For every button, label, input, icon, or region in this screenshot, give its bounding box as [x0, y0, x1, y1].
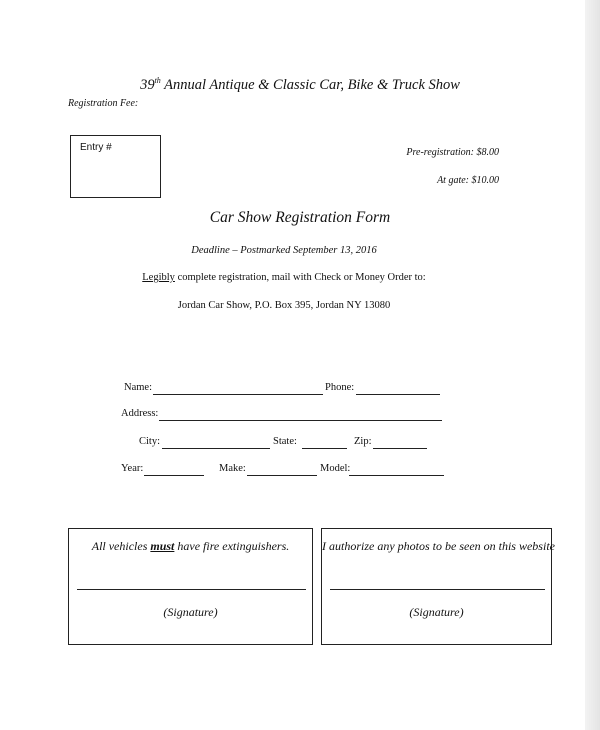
zip-field[interactable] — [373, 448, 427, 449]
fire-extinguisher-signature-line[interactable] — [77, 589, 306, 590]
state-label: State: — [273, 436, 297, 447]
fire-extinguisher-signature-box — [68, 528, 313, 645]
mailing-address: Jordan Car Show, P.O. Box 395, Jordan NY 13080 — [177, 300, 391, 311]
make-field[interactable] — [247, 475, 317, 476]
at-gate-fee: At gate: $10.00 — [437, 175, 499, 186]
address-label: Address: — [121, 408, 159, 419]
year-label: Year: — [121, 463, 144, 474]
city-label: City: — [139, 436, 161, 447]
model-label: Model: — [320, 463, 351, 474]
phone-field[interactable] — [356, 394, 440, 395]
entry-number-label: Entry # — [80, 142, 112, 153]
must-word: must — [150, 539, 175, 553]
form-title: Car Show Registration Form — [209, 209, 391, 226]
photo-authorization-signature-caption: (Signature) — [409, 605, 464, 619]
model-field[interactable] — [349, 475, 444, 476]
city-field[interactable] — [162, 448, 270, 449]
show-title: 39th Annual Antique & Classic Car, Bike & Truck Show — [140, 76, 460, 93]
address-field[interactable] — [159, 420, 442, 421]
legibly-word: Legibly — [142, 272, 175, 283]
deadline-text: Deadline – Postmarked September 13, 2016 — [191, 245, 377, 256]
zip-label: Zip: — [354, 436, 372, 447]
entry-number-box[interactable] — [70, 135, 161, 198]
mail-instructions: Legibly complete registration, mail with Check or Money Order to: — [142, 272, 426, 283]
fire-extinguisher-notice: All vehicles must have fire extinguishers. — [91, 539, 290, 553]
make-label: Make: — [219, 463, 246, 474]
name-label: Name: — [124, 382, 152, 393]
phone-label: Phone: — [325, 382, 355, 393]
pre-registration-fee: Pre-registration: $8.00 — [406, 147, 499, 158]
name-field[interactable] — [153, 394, 323, 395]
photo-authorization-signature-box — [321, 528, 555, 645]
year-field[interactable] — [144, 475, 204, 476]
state-field[interactable] — [302, 448, 347, 449]
fire-extinguisher-signature-caption: (Signature) — [163, 605, 218, 619]
photo-authorization-signature-line[interactable] — [330, 589, 545, 590]
registration-fee-label: Registration Fee: — [68, 98, 139, 109]
photo-authorization-notice: I authorize any photos to be seen on this website — [322, 539, 555, 553]
page-edge-shadow — [585, 0, 600, 730]
